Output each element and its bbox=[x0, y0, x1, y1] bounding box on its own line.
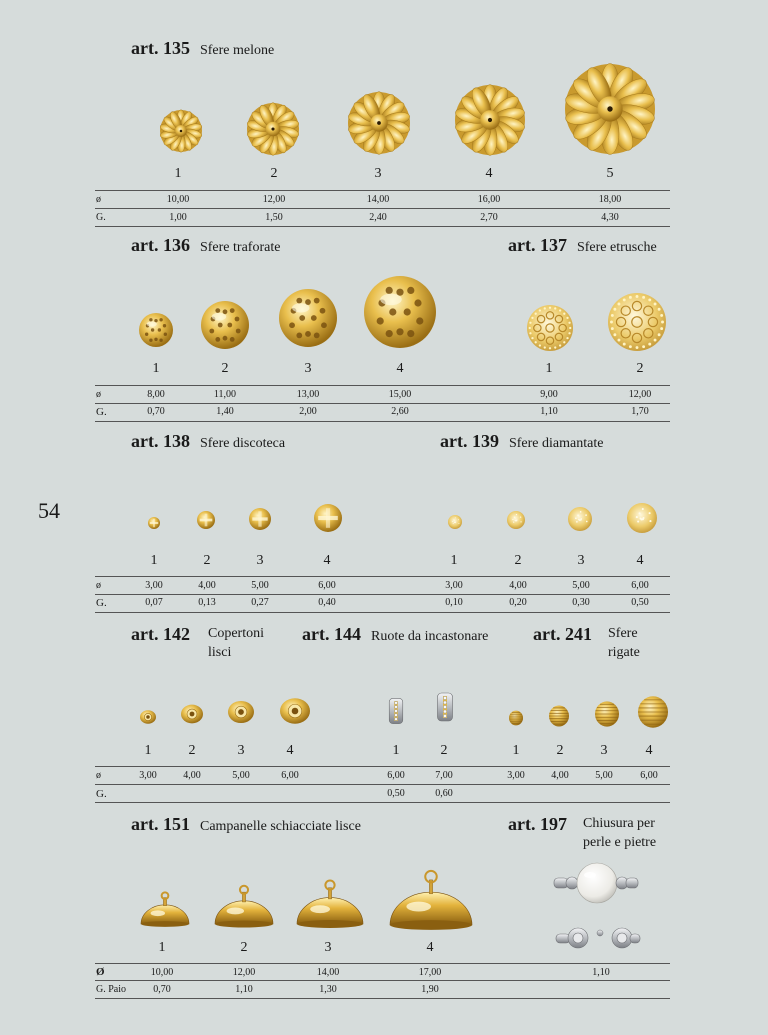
disco-bead-image bbox=[313, 503, 343, 533]
art241-diameter: 3,00 bbox=[507, 770, 525, 781]
art137-name: Sfere etrusche bbox=[576, 240, 657, 255]
diameter-label: ø bbox=[96, 770, 101, 781]
weight-label: G. bbox=[96, 406, 107, 418]
disco-bead-image bbox=[196, 510, 216, 530]
art151-name: Campanelle schiacciate lisce bbox=[199, 819, 361, 834]
bell-cap-image bbox=[295, 872, 365, 930]
art139-diameter: 6,00 bbox=[631, 580, 649, 591]
art241-diameter: 6,00 bbox=[640, 770, 658, 781]
divider bbox=[95, 766, 670, 767]
art151-item-4: 4 bbox=[426, 940, 434, 955]
art138-weight: 0,27 bbox=[251, 597, 269, 608]
art142-code: art. 142 bbox=[131, 624, 190, 644]
art142-diameter: 5,00 bbox=[232, 770, 250, 781]
art142-item-1: 1 bbox=[144, 743, 152, 758]
diameter-label: ø bbox=[96, 580, 101, 591]
divider bbox=[95, 802, 670, 803]
art136-diameter: 15,00 bbox=[388, 389, 412, 400]
divider bbox=[95, 226, 670, 227]
art151-item-3: 3 bbox=[324, 940, 332, 955]
art135-weight: 4,30 bbox=[601, 212, 619, 223]
disco-bead-image bbox=[248, 507, 272, 531]
divider bbox=[95, 385, 670, 386]
divider bbox=[95, 784, 670, 785]
perforated-bead-image bbox=[278, 288, 338, 348]
art136-heading bbox=[131, 235, 280, 256]
melon-bead-image bbox=[158, 108, 204, 154]
art151-heading bbox=[131, 814, 361, 835]
weight-label: G. bbox=[96, 788, 107, 800]
art241-name: Sfere bbox=[608, 626, 638, 641]
art136-diameter: 13,00 bbox=[296, 389, 320, 400]
art144-weight: 0,50 bbox=[387, 788, 405, 799]
art136-diameter: 11,00 bbox=[213, 389, 237, 400]
art241-diameter: 4,00 bbox=[551, 770, 569, 781]
cap-bead-image bbox=[180, 703, 204, 725]
cap-bead-image bbox=[279, 696, 311, 726]
ribbed-bead-image bbox=[594, 700, 620, 728]
art241-name-line2: rigate bbox=[608, 645, 640, 660]
art136-code: art. 136 bbox=[131, 235, 190, 255]
art138-item-3: 3 bbox=[256, 553, 264, 568]
diamond-cut-bead-image bbox=[567, 506, 593, 532]
art138-name: Sfere discoteca bbox=[199, 436, 286, 451]
art151-diameter: 12,00 bbox=[232, 967, 256, 978]
art139-code: art. 139 bbox=[440, 431, 499, 451]
art135-item-3: 3 bbox=[374, 166, 382, 181]
art142-diameter: 6,00 bbox=[281, 770, 299, 781]
diameter-label: Ø bbox=[96, 966, 105, 978]
art137-weight: 1,10 bbox=[540, 406, 558, 417]
art142-item-3: 3 bbox=[237, 743, 245, 758]
art138-item-1: 1 bbox=[150, 553, 158, 568]
bell-cap-image bbox=[213, 878, 275, 930]
art151-diameter: 17,00 bbox=[418, 967, 442, 978]
art197-code: art. 197 bbox=[508, 814, 567, 834]
art139-heading bbox=[440, 431, 603, 452]
art135-item-1: 1 bbox=[174, 166, 182, 181]
art135-diameter: 18,00 bbox=[598, 194, 622, 205]
melon-bead-image bbox=[346, 90, 412, 156]
ribbed-bead-image bbox=[508, 709, 524, 727]
art197-value: 1,10 bbox=[592, 967, 610, 978]
art142-diameter: 3,00 bbox=[139, 770, 157, 781]
art139-item-2: 2 bbox=[514, 553, 522, 568]
art136-weight: 2,00 bbox=[299, 406, 317, 417]
melon-bead-image bbox=[563, 62, 657, 156]
etruscan-bead-image bbox=[526, 304, 574, 352]
art142-diameter: 4,00 bbox=[183, 770, 201, 781]
art135-heading bbox=[131, 38, 274, 59]
diameter-label: ø bbox=[96, 389, 101, 400]
ribbed-bead-image bbox=[548, 704, 570, 728]
art136-item-3: 3 bbox=[304, 361, 312, 376]
art135-code: art. 135 bbox=[131, 38, 190, 58]
art241-item-1: 1 bbox=[512, 743, 520, 758]
art138-diameter: 6,00 bbox=[318, 580, 336, 591]
art144-weight: 0,60 bbox=[435, 788, 453, 799]
art137-weight: 1,70 bbox=[631, 406, 649, 417]
pearl-clasp-image bbox=[552, 862, 642, 952]
art135-diameter: 16,00 bbox=[477, 194, 501, 205]
art139-name: Sfere diamantate bbox=[508, 436, 604, 451]
art138-weight: 0,40 bbox=[318, 597, 336, 608]
art139-item-1: 1 bbox=[450, 553, 458, 568]
art135-name: Sfere melone bbox=[199, 43, 275, 58]
art142-item-2: 2 bbox=[188, 743, 196, 758]
art241-diameter: 5,00 bbox=[595, 770, 613, 781]
art138-code: art. 138 bbox=[131, 431, 190, 451]
art142-item-4: 4 bbox=[286, 743, 294, 758]
art135-weight: 2,40 bbox=[369, 212, 387, 223]
divider bbox=[95, 594, 670, 595]
art144-heading bbox=[302, 624, 488, 645]
art135-diameter: 10,00 bbox=[166, 194, 190, 205]
page-number: 54 bbox=[38, 498, 60, 523]
setting-wheel-image bbox=[434, 690, 456, 724]
art135-item-4: 4 bbox=[485, 166, 493, 181]
bell-cap-image bbox=[388, 863, 474, 931]
art138-weight: 0,13 bbox=[198, 597, 216, 608]
art136-name: Sfere traforate bbox=[199, 240, 281, 255]
art151-item-2: 2 bbox=[240, 940, 248, 955]
divider bbox=[95, 403, 670, 404]
weight-label: G. bbox=[96, 597, 107, 609]
art151-weight: 0,70 bbox=[153, 984, 171, 995]
art135-diameter: 14,00 bbox=[366, 194, 390, 205]
art137-diameter: 12,00 bbox=[628, 389, 652, 400]
divider bbox=[95, 208, 670, 209]
art144-name: Ruote da incastonare bbox=[370, 629, 489, 644]
weight-pair-label: G. Paio bbox=[96, 984, 126, 995]
art137-item-2: 2 bbox=[636, 361, 644, 376]
art135-weight: 1,50 bbox=[265, 212, 283, 223]
art136-item-2: 2 bbox=[221, 361, 229, 376]
art135-item-5: 5 bbox=[606, 166, 614, 181]
perforated-bead-image bbox=[138, 312, 174, 348]
art144-code: art. 144 bbox=[302, 624, 361, 644]
art151-diameter: 14,00 bbox=[316, 967, 340, 978]
divider bbox=[95, 421, 670, 422]
art138-item-4: 4 bbox=[323, 553, 331, 568]
art144-diameter: 6,00 bbox=[387, 770, 405, 781]
art139-weight: 0,50 bbox=[631, 597, 649, 608]
art138-diameter: 3,00 bbox=[145, 580, 163, 591]
art241-code: art. 241 bbox=[533, 624, 592, 644]
art144-diameter: 7,00 bbox=[435, 770, 453, 781]
art144-item-2: 2 bbox=[440, 743, 448, 758]
art138-weight: 0,07 bbox=[145, 597, 163, 608]
diameter-label: ø bbox=[96, 194, 101, 205]
art151-code: art. 151 bbox=[131, 814, 190, 834]
art137-item-1: 1 bbox=[545, 361, 553, 376]
art138-heading bbox=[131, 431, 285, 452]
art135-weight: 1,00 bbox=[169, 212, 187, 223]
art241-item-4: 4 bbox=[645, 743, 653, 758]
divider bbox=[95, 190, 670, 191]
divider bbox=[95, 612, 670, 613]
divider bbox=[95, 980, 670, 981]
art151-diameter: 10,00 bbox=[150, 967, 174, 978]
art142-name: Copertoni bbox=[208, 626, 264, 641]
art137-heading bbox=[508, 235, 657, 256]
art136-weight: 2,60 bbox=[391, 406, 409, 417]
weight-label: G. bbox=[96, 212, 106, 223]
art136-item-1: 1 bbox=[152, 361, 160, 376]
art241-item-2: 2 bbox=[556, 743, 564, 758]
divider bbox=[95, 576, 670, 577]
art197-name-line2: perle e pietre bbox=[583, 835, 657, 850]
art137-diameter: 9,00 bbox=[540, 389, 558, 400]
art136-weight: 0,70 bbox=[147, 406, 165, 417]
art139-weight: 0,10 bbox=[445, 597, 463, 608]
setting-wheel-image bbox=[386, 697, 406, 725]
art136-diameter: 8,00 bbox=[147, 389, 165, 400]
diamond-cut-bead-image bbox=[447, 514, 463, 530]
melon-bead-image bbox=[453, 83, 527, 157]
art241-item-3: 3 bbox=[600, 743, 608, 758]
art139-item-4: 4 bbox=[636, 553, 644, 568]
art142-name-line2: lisci bbox=[208, 645, 232, 660]
diamond-cut-bead-image bbox=[626, 502, 658, 534]
art137-code: art. 137 bbox=[508, 235, 567, 255]
art135-diameter: 12,00 bbox=[262, 194, 286, 205]
art151-weight: 1,30 bbox=[319, 984, 337, 995]
etruscan-bead-image bbox=[607, 292, 667, 352]
divider bbox=[95, 963, 670, 964]
art136-item-4: 4 bbox=[396, 361, 404, 376]
art138-diameter: 5,00 bbox=[251, 580, 269, 591]
art138-diameter: 4,00 bbox=[198, 580, 216, 591]
perforated-bead-image bbox=[200, 300, 250, 350]
art139-weight: 0,20 bbox=[509, 597, 527, 608]
art139-diameter: 4,00 bbox=[509, 580, 527, 591]
art151-weight: 1,10 bbox=[235, 984, 253, 995]
art136-weight: 1,40 bbox=[216, 406, 234, 417]
disco-bead-image bbox=[147, 515, 161, 531]
divider bbox=[95, 998, 670, 999]
art139-weight: 0,30 bbox=[572, 597, 590, 608]
art135-weight: 2,70 bbox=[480, 212, 498, 223]
art139-diameter: 5,00 bbox=[572, 580, 590, 591]
diamond-cut-bead-image bbox=[506, 510, 526, 530]
art144-item-1: 1 bbox=[392, 743, 400, 758]
art151-item-1: 1 bbox=[158, 940, 166, 955]
art135-item-2: 2 bbox=[270, 166, 278, 181]
perforated-bead-image bbox=[363, 275, 437, 349]
ribbed-bead-image bbox=[637, 695, 669, 729]
art151-weight: 1,90 bbox=[421, 984, 439, 995]
art139-diameter: 3,00 bbox=[445, 580, 463, 591]
art138-item-2: 2 bbox=[203, 553, 211, 568]
art197-name: Chiusura per bbox=[583, 816, 655, 831]
melon-bead-image bbox=[245, 101, 301, 157]
cap-bead-image bbox=[139, 709, 157, 725]
art139-item-3: 3 bbox=[577, 553, 585, 568]
bell-cap-image bbox=[138, 880, 192, 930]
cap-bead-image bbox=[227, 699, 255, 725]
